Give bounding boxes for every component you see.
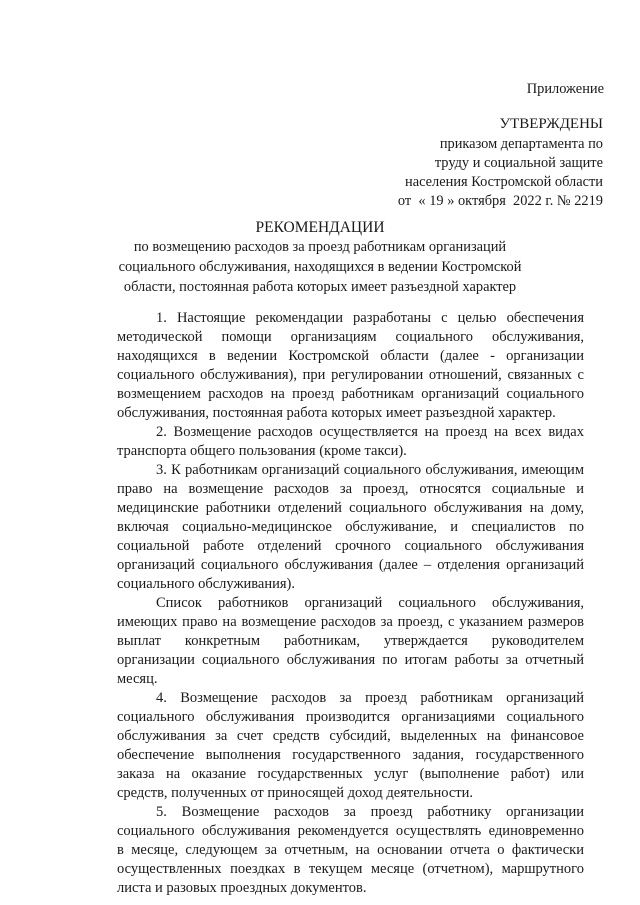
paragraph-1-line: находящихся в ведении Костромской области (далее - организации [117,348,584,364]
paragraph-3-line: включая социально-медицинское обслуживание, и специалистов по [117,519,584,535]
paragraph-3-line: 3. К работникам организаций социального обслуживания, имеющим [156,462,584,478]
approval-order-date-number: от « 19 » октября 2022 г. № 2219 [397,193,603,209]
appendix-label: Приложение [526,81,604,97]
paragraph-3-line: социальной работе отделений срочного социального обслуживания [117,538,584,554]
paragraph-1-line: возмещением расходов на проезд работникам организаций социального [117,386,584,402]
paragraph-5-line: в месяце, следующем за отчетным, на основании отчета о фактически [117,842,584,858]
paragraph-1-line: 1. Настоящие рекомендации разработаны с целью обеспечения [156,310,584,326]
approved-label: УТВЕРЖДЕНЫ [499,116,603,132]
paragraph-1-line: обслуживания, постоянная работа которых имеет разъездной характер. [117,405,556,421]
paragraph-5-line: листа и разовых проездных документов. [117,880,367,896]
paragraph-3b-line: месяц. [117,671,158,687]
subtitle-line: области, постоянная работа которых имеет разъездной характер [123,279,517,295]
paragraph-4-line: обеспечение выполнения государственного задания, государственного [117,747,584,763]
paragraph-3b-line: выплат конкретным работникам, утверждается руководителем [117,633,584,649]
paragraph-4-line: заказа на оказание государственных услуг (выполнение работ) или [117,766,584,782]
paragraph-1-line: социального обслуживания), при регулировании отношений, связанных с [117,367,584,383]
subtitle-line: по возмещению расходов за проезд работникам организаций [133,239,507,255]
paragraph-3b-line: имеющих право на возмещение расходов за проезд, с указанием размеров [117,614,584,630]
paragraph-5-line: социального обслуживания рекомендуется осуществлять единовременно [117,823,584,839]
approval-order-line: труду и социальной защите [434,155,603,171]
paragraph-1-line: методической помощи организациям социального обслуживания, [117,329,584,345]
paragraph-2-line: транспорта общего пользования (кроме такси). [117,443,407,459]
paragraph-3-line: медицинские работники отделений социального обслуживания на дому, [117,500,584,516]
paragraph-4-line: средств, полученных от приносящей доход деятельности. [117,785,474,801]
paragraph-3b-line: организации социального обслуживания по итогам работы за отчетный [117,652,584,668]
paragraph-5-line: осуществленных поездках в текущем месяце (отчетном), маршрутного [117,861,584,877]
approval-order-line: населения Костромской области [405,174,603,190]
paragraph-3-line: право на возмещение расходов за проезд, относятся социальные и [117,481,584,497]
paragraph-3-line: социального обслуживания). [117,576,295,592]
document-title: РЕКОМЕНДАЦИИ [255,219,385,236]
subtitle-line: социального обслуживания, находящихся в ведении Костромской [118,259,522,275]
paragraph-4-line: 4. Возмещение расходов за проезд работникам организаций [156,690,584,706]
paragraph-4-line: социального обслуживания производится организациями социального [117,709,584,725]
approval-order-line: приказом департамента по [439,136,603,152]
paragraph-3-line: организаций социального обслуживания (далее – отделения организаций [117,557,584,573]
paragraph-5-line: 5. Возмещение расходов за проезд работнику организации [156,804,584,820]
paragraph-2-line: 2. Возмещение расходов осуществляется на проезд на всех видах [156,424,584,440]
paragraph-4-line: обслуживания за счет средств субсидий, выделенных на финансовое [117,728,584,744]
paragraph-3b-line: Список работников организаций социального обслуживания, [156,595,584,611]
